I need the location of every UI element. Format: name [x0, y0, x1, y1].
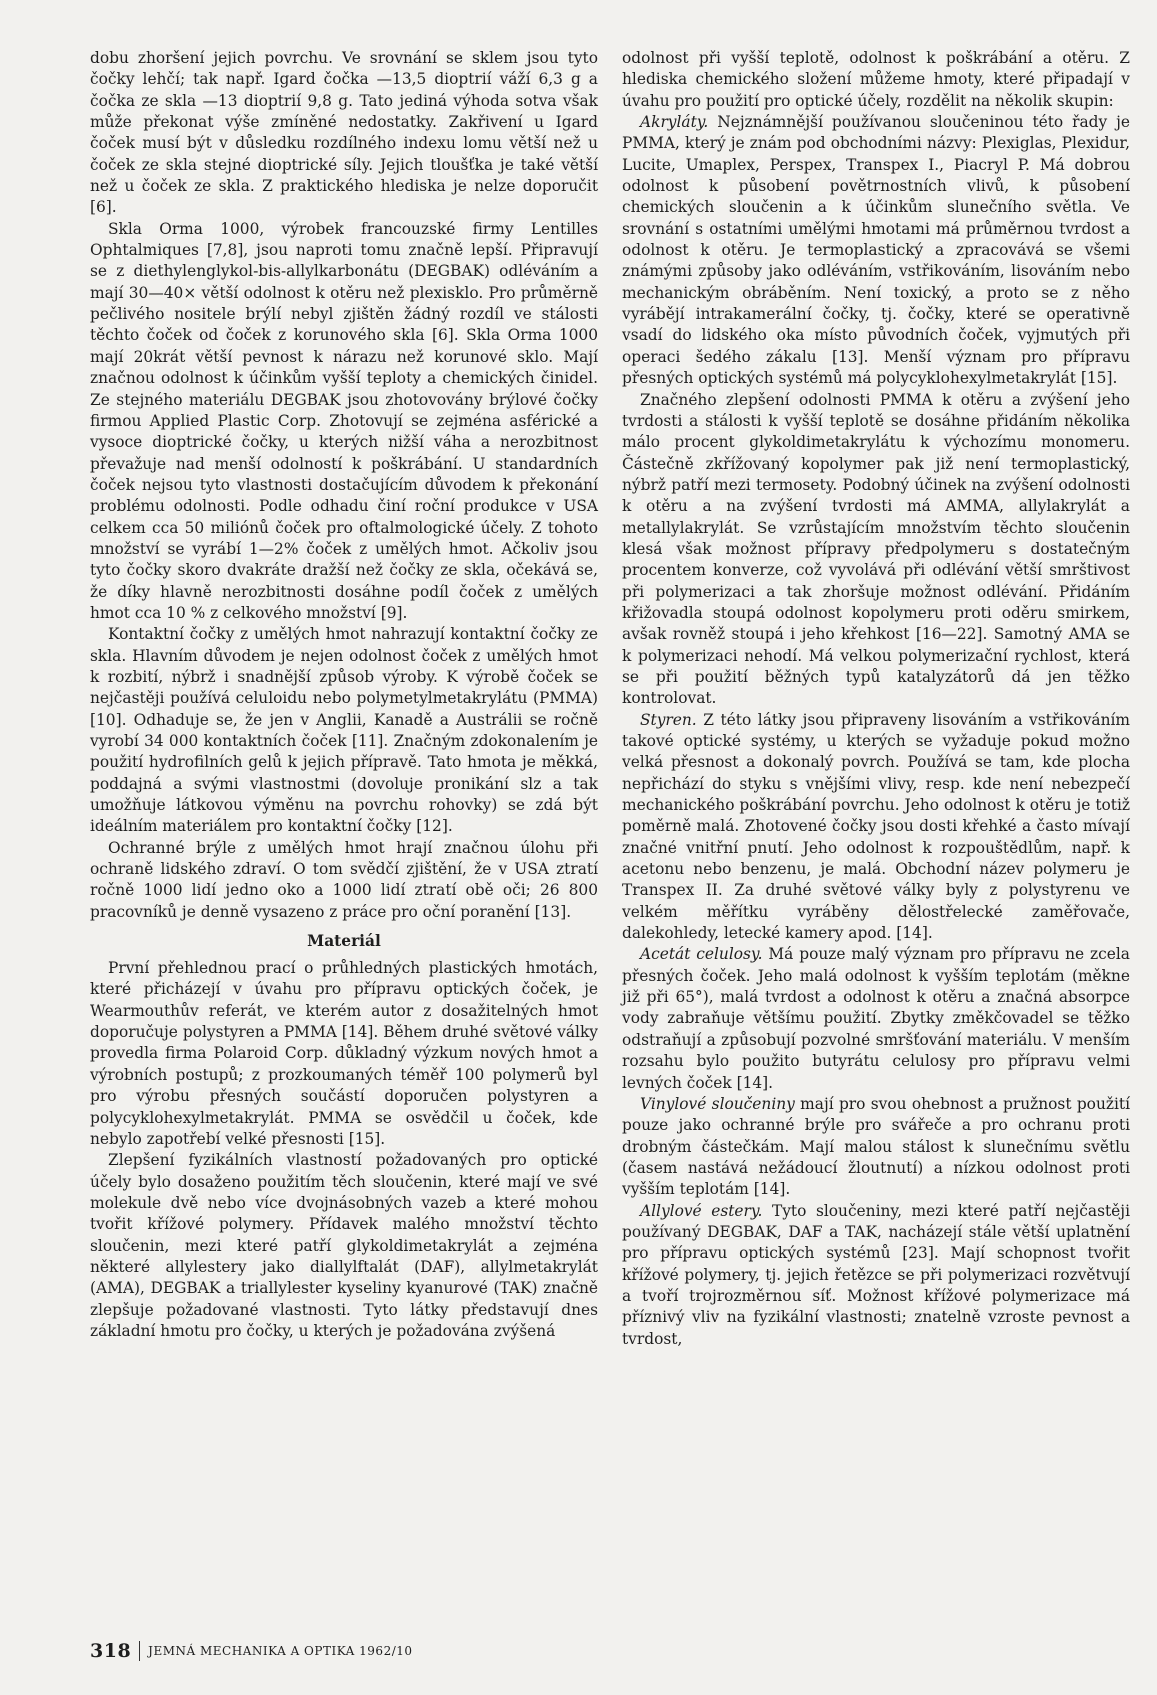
term-label: Vinylové sloučeniny — [640, 1094, 795, 1113]
paragraph-text: Nejznámnější používanou sloučeninou této řady je PMMA, který je znám pod obchodními názvy: Plexiglas, Plexidur, Lucite, Umaplex, Perspex, Transpex I., Piacryl P. Má dobrou odolnost k působení povětrnostních vlivů, k působení chemických sloučenin a k účinkům slunečního světla. Ve srovnání s ostatními umělými hmotami má průměrnou tvrdost a odolnost k otěru. Je termoplastický a zpracovává se všemi známými způsoby jako odléváním, vstřikováním, lisováním nebo mechanickým obráběním. Není toxický, a proto se z něho vyrábějí intrakamerální čočky, tj. čočky, které se operativně vsadí do lidského oka místo původních čoček, vyjmutých při operaci šedého zákalu [13]. Menší význam pro přípravu přesných optických systémů má polycyklohexylmetakrylát [15]. — [622, 113, 1130, 388]
page-footer — [90, 1640, 413, 1662]
journal-name: JEMNÁ MECHANIKA A OPTIKA 1962/10 — [148, 1644, 413, 1658]
paragraph-allyl — [622, 1201, 1130, 1350]
paragraph: Skla Orma 1000, výrobek francouzské firmy Lentilles Ophtalmiques [7,8], jsou naproti tomu značně lepší. Připravují se z diethylenglykol-bis-allylkarbonátu (DEGBAK) odléváním a mají 30—40× větší odolnost k otěru než plexisklo. Pro průměrně pečlivého nositele brýlí nebyl zjištěn žádný rozdíl ve stálosti těchto čoček od čoček z korunového skla [6]. Skla Orma 1000 mají 20krát větší pevnost k nárazu než korunové sklo. Mají značnou odolnost k účinkům vyšší teploty a chemických činidel. Ze stejného materiálu DEGBAK jsou zhotovovány brýlové čočky firmou Applied Plastic Corp. Zhotovují se zejména asférické a vysoce dioptrické čočky, u kterých nižší váha a nerozbitnost převažuje nad menší odolností k poškrábání. U standardních čoček nejsou tyto vlastnosti dostačujícím důvodem k překonání problému odolnosti. Podle odhadu činí roční produkce v USA celkem cca 50 miliónů čoček pro oftalmologické účely. Z tohoto množství se vyrábí 1—2% čoček z umělých hmot. Ačkoliv jsou tyto čočky skoro dvakráte dražší než čočky ze skla, očekává se, že díky hlavně nerozbitnosti dosáhne podíl čoček z umělých hmot cca 10 % z celkového množství [9]. — [90, 219, 598, 622]
paragraph-akrylaty — [622, 112, 1130, 389]
paragraph-text: mají pro svou ohebnost a pružnost použití pouze jako ochranné brýle pro svářeče a pro ochranu proti drobným částečkám. Mají malou stálost k slunečnímu světlu (časem nastává nežádoucí žloutnutí) a nízkou odolnost proti vyšším teplotám [14]. — [622, 1094, 1130, 1199]
page-number: 318 — [90, 1640, 132, 1662]
paragraph-text: Z této látky jsou připraveny lisováním a vstřikováním takové optické systémy, u kterých se vyžaduje pokud možno velká přesnost a dokonalý povrch. Používá se tam, kde plocha nepřichází do styku s vnějšími vlivy, resp. kde není nebezpečí mechanického poškrábání povrchu. Jeho odolnost k otěru je totiž poměrně malá. Zhotovené čočky jsou dosti křehké a často mívají značné vnitřní pnutí. Jeho odolnost k rozpouštědlům, např. k acetonu nebo benzenu, je malá. Obchodní název polymeru je Transpex II. Za druhé světové války byly z polystyrenu ve velkém měřítku vyráběny dělostřelecké zaměřovače, dalekohledy, letecké kamery apod. [14]. — [622, 710, 1130, 943]
term-label: Styren. — [640, 710, 697, 729]
term-label: Allylové estery. — [640, 1201, 763, 1220]
paragraph: Kontaktní čočky z umělých hmot nahrazují kontaktní čočky ze skla. Hlavním důvodem je nejen odolnost čoček z umělých hmot k rozbití, nýbrž i snadnější způsob výroby. K výrobě čoček se nejčastěji používá celuloidu nebo polymetylmetakrylátu (PMMA) [10]. Odhaduje se, že jen v Anglii, Kanadě a Austrálii se ročně vyrobí 34 000 kontaktních čoček [11]. Značným zdokonalením je použití hydrofilních gelů k jejich přípravě. Tato hmota je měkká, poddajná a svými vlastnostmi (dovoluje pronikání slz a tak umožňuje látkovou výměnu na povrchu rohovky) se zdá být ideálním materiálem pro kontaktní čočky [12]. — [90, 625, 598, 836]
paragraph: Zlepšení fyzikálních vlastností požadovaných pro optické účely bylo dosaženo použitím těch sloučenin, které mají ve své molekule dvě nebo více dvojnásobných vazeb a které mohou tvořit křížové polymery. Přídavek malého množství těchto sloučenin, mezi které patří glykoldimetakrylát a zejména některé allylestery jako diallylftalát (DAF), allylmetakrylát (AMA), DEGBAK a triallylester kyseliny kyanurové (TAK) značně zlepšuje požadované vlastnosti. Tyto látky představují dnes základní hmotu pro čočky, u kterých je požadována zvýšená — [90, 1151, 598, 1340]
paragraph: Ochranné brýle z umělých hmot hrají značnou úlohu při ochraně lidského zdraví. O tom svědčí zjištění, že v USA ztratí ročně 1000 lidí jedno oko a 1000 lidí ztratí obě oči; 26 800 pracovníků je denně vysazeno z práce pro oční poranění [13]. — [90, 838, 598, 921]
paragraph-styren — [622, 710, 1130, 945]
paragraph-text: Tyto sloučeniny, mezi které patří nejčastěji používaný DEGBAK, DAF a TAK, nacházejí stále větší uplatnění pro přípravu optických systémů [23]. Mají schopnost tvořit křížové polymery, tj. jejich řetězce se při polymerizaci rozvětvují a tvoří trojrozměrnou síť. Možnost křížové polymerizace má příznivý vliv na fyzikální vlastnosti; znatelně vzroste pevnost a tvrdost, — [622, 1201, 1130, 1348]
section-heading: Materiál — [307, 932, 381, 951]
term-label: Akryláty. — [640, 113, 709, 132]
paragraph: odolnost při vyšší teplotě, odolnost k poškrábání a otěru. Z hlediska chemického složení můžeme hmoty, které připadají v úvahu pro použití pro optické účely, rozdělit na několik skupin: — [622, 49, 1130, 110]
paragraph-text: Má pouze malý význam pro přípravu ne zcela přesných čoček. Jeho malá odolnost k vyšším teplotám (měkne již při 65°), malá tvrdost a odolnost k otěru a značná absorpce vody zabraňuje většímu použití. Zbytky změkčovadel se těžko odstraňují a způsobují pozvolné smršťování materiálu. V menším rozsahu bylo použito butyrátu celulosy pro přípravu velmi levných čoček [14]. — [622, 945, 1130, 1092]
paragraph: dobu zhoršení jejich povrchu. Ve srovnání se sklem jsou tyto čočky lehčí; tak např. Igard čočka —13,5 dioptrií váží 6,3 g a čočka ze skla —13 dioptrií 9,8 g. Tato jediná výhoda sotva však může překonat výše zmíněné nedostatky. Zakřivení u Igard čoček musí být v důsledku rozdílného indexu lomu větší než u čoček ze skla stejné dioptrické síly. Jejich tloušťka je také větší než u čoček ze skla. Z praktického hlediska je nelze doporučit [6]. — [90, 49, 598, 217]
paragraph-acetat — [622, 944, 1130, 1093]
paragraph-vinyl — [622, 1094, 1130, 1201]
paragraph: První přehlednou prací o průhledných plastických hmotách, které přicházejí v úvahu pro přípravu optických čoček, je Wearmouthův referát, ve kterém autor z dosažitelných hmot doporučuje polystyren a PMMA [14]. Během druhé světové války provedla firma Polaroid Corp. důkladný výzkum nových hmot a výrobních postupů; z prozkoumaných téměř 100 polymerů byl pro výrobu přesných součástí doporučen polystyren a polycyklohexylmetakrylát. PMMA se osvědčil u čoček, kde nebylo zapotřebí velké přesnosti [15]. — [90, 959, 598, 1148]
term-label: Acetát celulosy. — [640, 945, 763, 964]
paragraph: Značného zlepšení odolnosti PMMA k otěru a zvýšení jeho tvrdosti a stálosti k vyšší teplotě se dosáhne přidáním několika málo procent glykoldimetakrylátu k výchozímu monomeru. Částečně zkřížovaný kopolymer pak již není termoplastický, nýbrž patří mezi termosety. Podobný účinek na zvýšení odolnosti k otěru a na zvýšení tvrdosti má AMMA, allylakrylát a metallylakrylát. Se vzrůstajícím množstvím těchto sloučenin klesá však možnost přípravy předpolymeru s dostatečným procentem konverze, což vyvolává při odlévání větší smrštivost při polymerizaci a tak zhoršuje možnost odlévání. Přidáním křižovadla stoupá odolnost kopolymeru proti oděru smirkem, avšak rovněž stoupá i jeho křehkost [16—22]. Samotný AMA se k polymerizaci nehodí. Má velkou polymerizační rychlost, která se při použití běžných typů katalyzátorů dá jen těžko kontrolovat. — [622, 390, 1130, 708]
left-column — [90, 48, 598, 1342]
footer-divider — [139, 1641, 140, 1661]
right-column — [622, 48, 1130, 1350]
